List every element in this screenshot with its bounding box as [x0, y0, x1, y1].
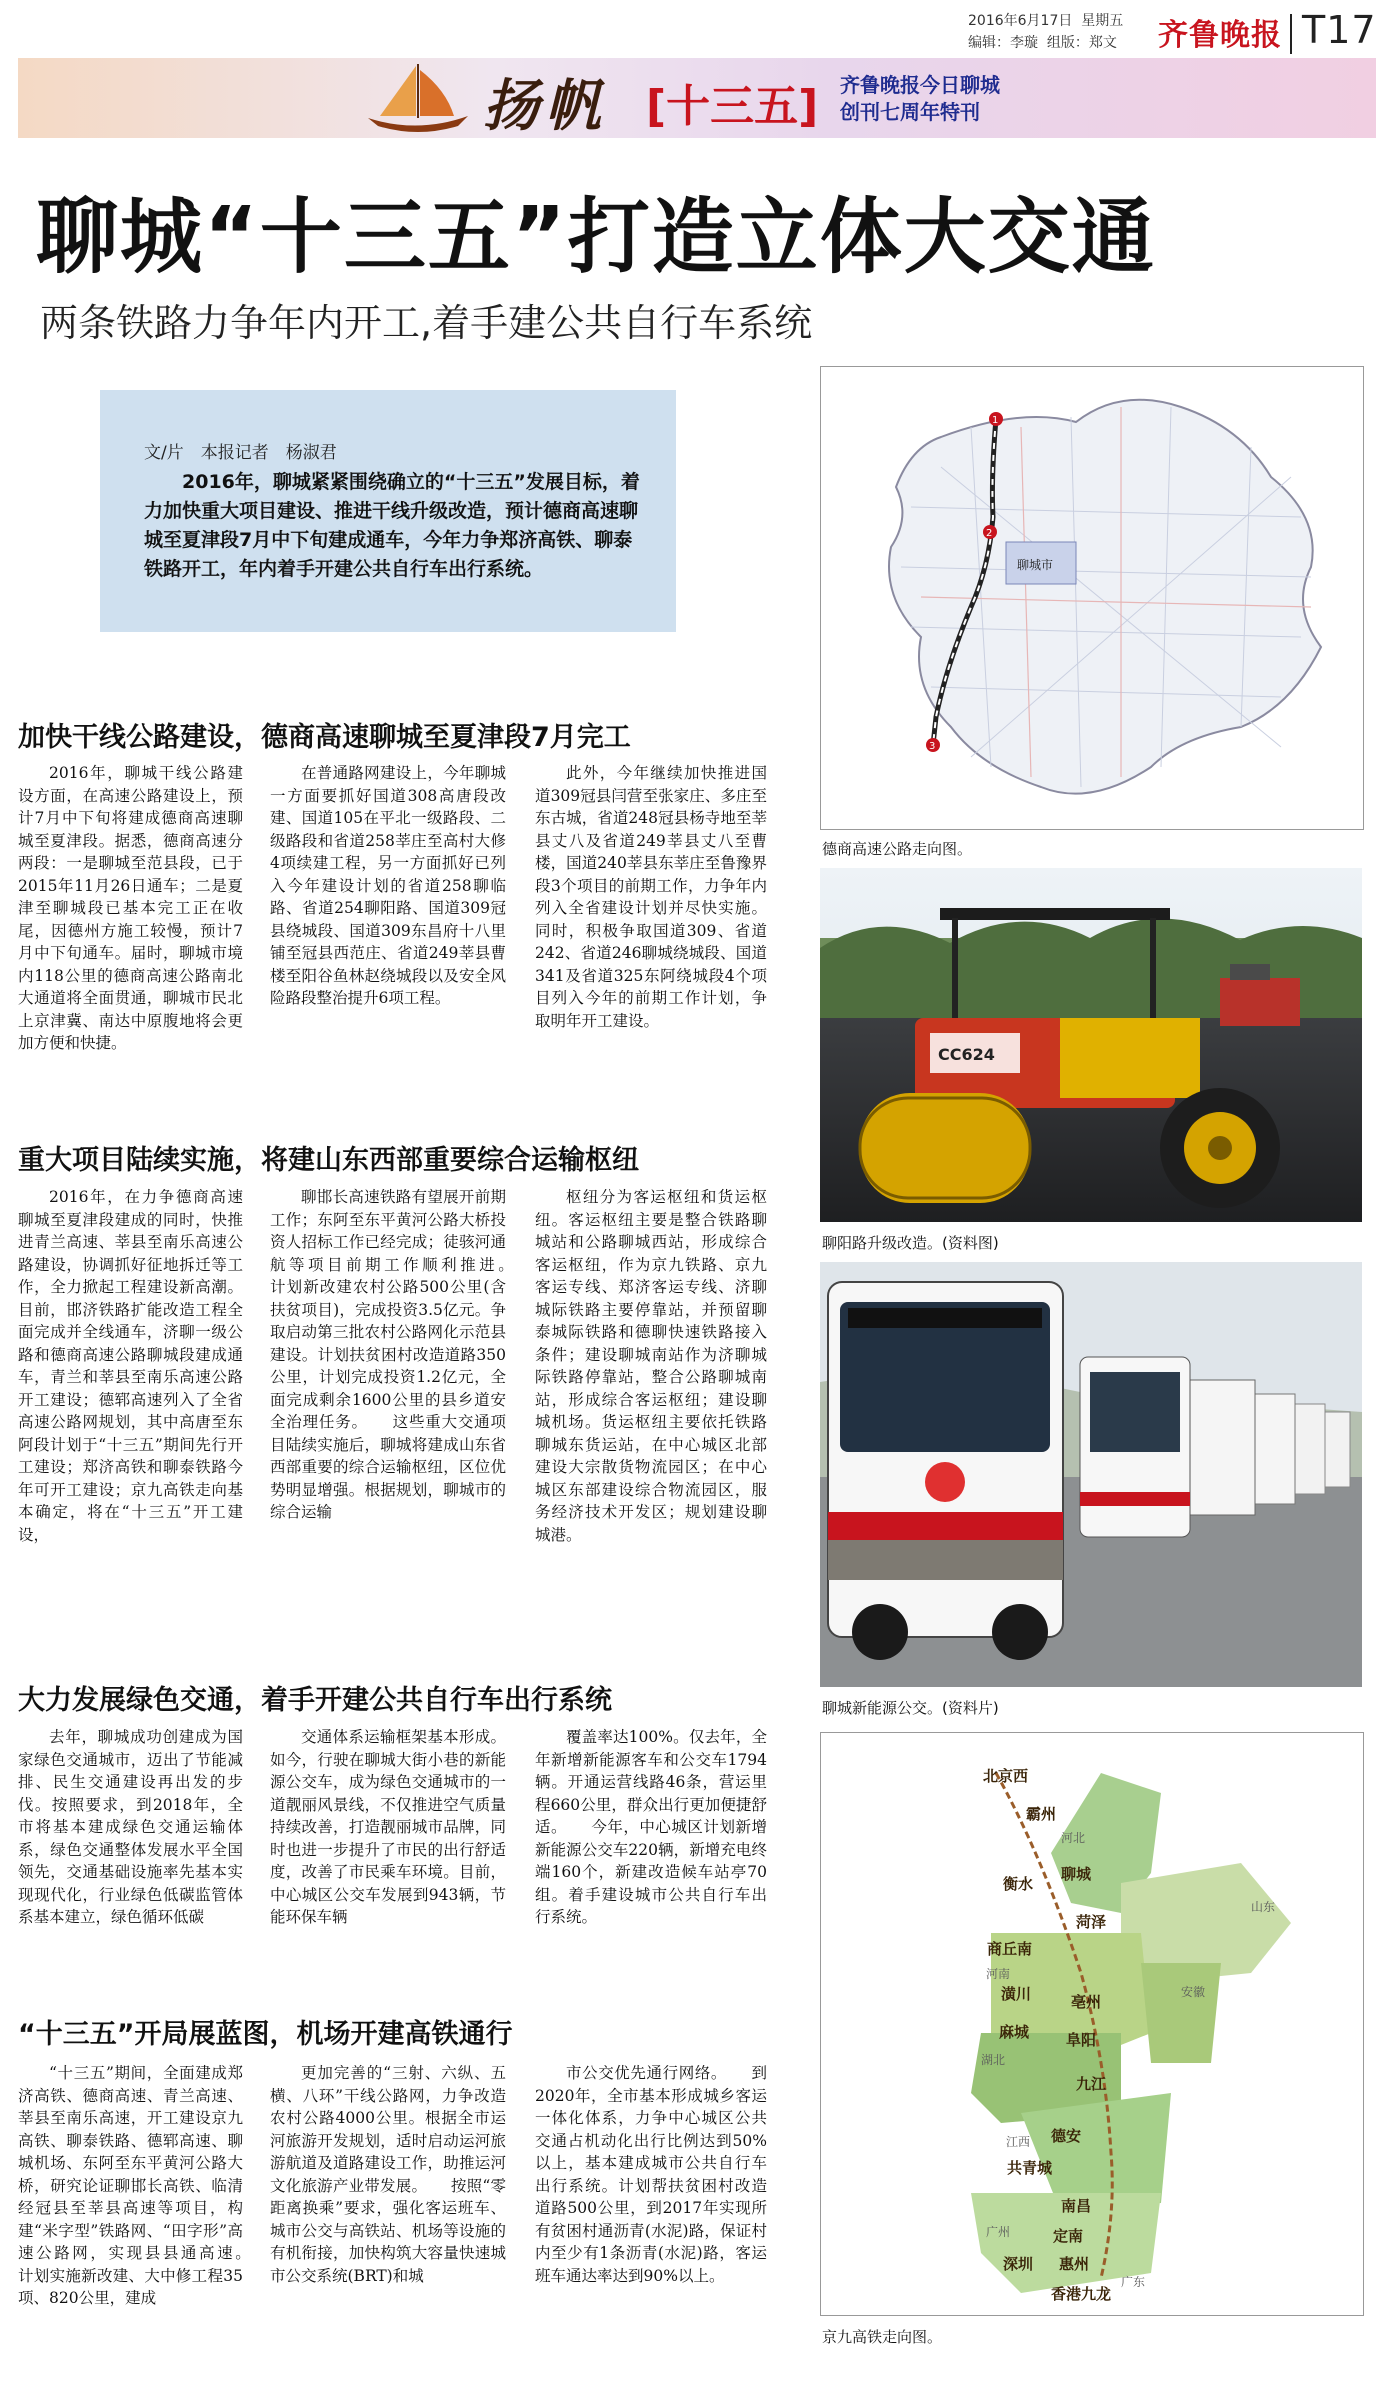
region-label: 江西 — [1006, 2135, 1031, 2149]
station-label: 潢川 — [1001, 1985, 1032, 2003]
figure-caption: 京九高铁走向图。 — [822, 2328, 943, 2346]
region-label: 广州 — [986, 2225, 1011, 2239]
jingjiu-railway-map — [820, 1732, 1364, 2316]
banner-subtitle-2: 创刊七周年特刊 — [840, 100, 980, 124]
station-label: 聊城 — [1061, 1865, 1092, 1883]
section-heading: “十三五”开局展蓝图，机场开建高铁通行 — [18, 2019, 513, 2050]
article-paragraph: 市公交优先通行网络。 到2020年，全市基本形成城乡客运一体化体系，力争中心城区公共交通占机动化出行比例达到50%以上，基本建成城市公共自行车出行系统。计划帮扶贫困村改造道路500公里，到2017年实现所有贫困村通沥青(水泥)路，保证村内至少有1条沥青(水泥)路，客运班车通达率达到90%以上。 — [535, 2064, 767, 2285]
sailboat-icon — [358, 60, 478, 136]
banner-subtitle-1: 齐鲁晚报今日聊城 — [840, 73, 1000, 97]
region-label: 山东 — [1251, 1900, 1276, 1914]
lead-box — [100, 390, 676, 632]
station-label: 阜阳 — [1066, 2031, 1097, 2049]
marker-label: 2 — [986, 528, 993, 539]
station-label: 麻城 — [999, 2023, 1030, 2041]
roller-model-text: CC624 — [938, 1045, 995, 1064]
section-heading: 大力发展绿色交通，着手开建公共自行车出行系统 — [18, 1685, 612, 1716]
section-heading: 重大项目陆续实施，将建山东西部重要综合运输枢纽 — [18, 1145, 639, 1176]
station-label: 南昌 — [1061, 2197, 1092, 2215]
station-labels — [821, 1733, 1363, 2315]
region-label: 河南 — [986, 1967, 1011, 1981]
station-label: 商丘南 — [987, 1940, 1033, 1958]
expressway-map — [820, 366, 1364, 830]
station-label: 九江 — [1076, 2075, 1107, 2093]
article-paragraph: 2016年，在力争德商高速聊城至夏津段建成的同时，快推进青兰高速、莘县至南乐高速公路建设，协调抓好征地拆迁等工作，全力掀起工程建设新高潮。目前，邯济铁路扩能改造工程全面完成并全线通车，济聊一级公路和德商高速公路聊城段建成通车，青兰和莘县至南乐高速公路开工建设；德郓高速列入了全省高速公路网规划，其中高唐至东阿段计划于“十三五”期间先行开工建设；郑济高铁和聊泰铁路今年可开工建设；京九高铁走向基本确定，将在“十三五”开工建设， — [18, 1188, 243, 1544]
article-paragraph: 覆盖率达100%。仅去年，全年新增新能源客车和公交车1794辆。开通运营线路46条，营运里程660公里，群众出行更加便捷舒适。 今年，中心城区计划新增新能源公交车220辆，新增充电终端160个，新建改造候车站亭70组。着手建设城市公共自行车出行系统。 — [535, 1728, 767, 1926]
newspaper-brand: 齐鲁晚报 — [1158, 18, 1282, 53]
marker-label: 3 — [929, 741, 936, 752]
region-label: 湖北 — [981, 2053, 1006, 2067]
article-paragraph: “十三五”期间，全面建成郑济高铁、德商高速、青兰高速、莘县至南乐高速，开工建设京九高铁、聊泰铁路、德郓高速、聊城机场、东阿至东平黄河公路大桥，研究论证聊邯长高铁、临清经冠县至莘县高速等项目，构建“米字型”铁路网、“田字形”高速公路网，实现县县通高速。 计划实施新改建、大中修工程35项、820公里，建成 — [18, 2064, 275, 2307]
city-label: 聊城市 — [1017, 558, 1054, 572]
article-paragraph: 交通体系运输框架基本形成。如今，行驶在聊城大街小巷的新能源公交车，成为绿色交通城市的一道靓丽风景线，不仅推进空气质量持续改善，打造靓丽城市品牌，同时也进一步提升了市民的出行舒适度，改善了市民乘车环境。目前，中心城区公交车发展到943辆，节能环保车辆 — [270, 1728, 506, 1926]
article-paragraph: 2016年，聊城干线公路建设方面，在高速公路建设上，预计7月中下旬将建成德商高速聊城至夏津段。据悉，德商高速分两段：一是聊城至范县段，已于2015年11月26日通车；二是夏津至聊城段已基本完工正在收尾，因德州方施工较慢，预计7月中下旬通车。届时，聊城市境内118公里的德商高速公路南北大通道将全面贯通，聊城市民北上京津冀、南达中原腹地将会更加方便和快捷。 — [18, 764, 243, 1052]
expressway-map-graphic — [821, 367, 1363, 829]
issue-date: 2016年6月17日 星期五 — [968, 13, 1124, 29]
subheadline: 两条铁路力争年内开工,着手建公共自行车系统 — [40, 301, 813, 345]
new-energy-bus-photo — [820, 1262, 1362, 1687]
station-label: 定南 — [1053, 2227, 1084, 2245]
figure-caption: 德商高速公路走向图。 — [822, 840, 973, 858]
figure-caption: 聊阳路升级改造。(资料图) — [822, 1234, 999, 1252]
station-label: 菏泽 — [1076, 1913, 1107, 1931]
article-paragraph: 枢纽分为客运枢纽和货运枢纽。客运枢纽主要是整合铁路聊城站和公路聊城西站，形成综合客运枢纽，作为京九铁路、京九客运专线、郑济客运专线、济聊城际铁路主要停靠站，并预留聊泰城际铁路和德聊快速铁路接入条件；建设聊城南站作为济聊城际铁路停靠站，整合公路聊城南站，形成综合客运枢纽；建设聊城机场。货运枢纽主要依托铁路聊城东货运站，在中心城区北部建设大宗散货物流园区；在中心城区东部建设综合物流园区，服务经济技术开发区；规划建设聊城港。 — [535, 1188, 767, 1544]
byline: 文/片 本报记者 杨淑君 — [144, 443, 337, 463]
station-label: 北京西 — [983, 1767, 1029, 1785]
station-label: 共青城 — [1007, 2159, 1053, 2177]
article-paragraph: 聊邯长高速铁路有望展开前期工作；东阿至东平黄河公路大桥投资人招标工作已经完成；徒骇河通航等项目前期工作顺利推进。 计划新改建农村公路500公里(含扶贫项目)，完成投资3.5亿元。争取启动第三批农村公路网化示范县建设。计划扶贫困村改造道路350公里，计划完成投资1.2亿元，全面完成剩余1600公里的县乡道安全治理任务。 这些重大交通项目陆续实施后，聊城将建成山东省西部重要的综合运输枢纽，区位优势明显增强。根据规划，聊城市的综合运输 — [270, 1188, 538, 1521]
article-paragraph: 此外，今年继续加快推进国道309冠县闫营至张家庄、多庄至东古城，省道248冠县杨寺地至莘县丈八及省道249莘县丈八至曹楼，国道240莘县东莘庄至鲁豫界段3个项目的前期工作，力争年内列入全省建设计划并尽快实施。同时，积极争取国道309、省道242、省道246聊城绕城段、国道341及省道325东阿绕城段4个项目列入今年的前期工作计划，争取明年开工建设。 — [535, 764, 767, 1030]
bus-fleet-image — [820, 1262, 1362, 1687]
section-heading: 加快干线公路建设，德商高速聊城至夏津段7月完工 — [18, 722, 631, 753]
staff-line: 编辑：李璇 组版：郑文 — [968, 35, 1117, 51]
station-label: 德安 — [1051, 2127, 1082, 2145]
road-construction-photo — [820, 868, 1362, 1222]
headline: 聊城“十三五”打造立体大交通 — [36, 190, 1156, 285]
marker-label: 1 — [992, 415, 999, 426]
station-label: 惠州 — [1059, 2255, 1090, 2273]
station-label: 亳州 — [1071, 1993, 1102, 2011]
station-label: 衡水 — [1003, 1875, 1034, 1893]
station-label: 深圳 — [1003, 2255, 1034, 2273]
road-roller-image — [820, 868, 1362, 1222]
article-paragraph: 更加完善的“三射、六纵、五横、八环”干线公路网，力争改造农村公路4000公里。根据全市运河旅游开发规划，适时启动运河旅游航道及道路建设工作，助推运河文化旅游产业带发展。 按照“零距离换乘”要求，强化客运班车、城市公交与高铁站、机场等设施的有机衔接，加快构筑大容量快速城市公交系统(BRT)和城 — [270, 2064, 506, 2285]
banner-title: 扬帆 — [483, 73, 607, 139]
region-label: 安徽 — [1181, 1985, 1206, 1999]
station-label: 香港九龙 — [1051, 2285, 1112, 2303]
special-issue-banner — [18, 58, 1376, 138]
article-paragraph: 在普通路网建设上，今年聊城一方面要抓好国道308高唐段改建、国道105在平北一级路段、二级路段和省道258莘庄至高村大修4项续建工程，另一方面抓好已列入今年建设计划的省道258聊临路、省道254聊阳路、国道309冠县绕城段、国道309东昌府十八里铺至冠县西范庄、省道249莘县曹楼至阳谷鱼林赵绕城段以及安全风险路段整治提升6项工程。 — [270, 764, 506, 1007]
station-label: 霸州 — [1026, 1805, 1057, 1823]
region-label: 河北 — [1061, 1831, 1086, 1845]
article-paragraph: 去年，聊城成功创建成为国家绿色交通城市，迈出了节能减排、民生交通建设再出发的步伐。按照要求，到2018年，全市将基本建成绿色交通运输体系，绿色交通整体发展水平全国领先，交通基础设施率先基本实现现代化，行业绿色低碳监管体系基本建立，绿色循环低碳 — [18, 1728, 243, 1926]
header-divider — [1290, 14, 1292, 54]
page-number: T17 — [1302, 8, 1377, 52]
region-label: 广东 — [1121, 2275, 1146, 2289]
lead-paragraph: 2016年，聊城紧紧围绕确立的“十三五”发展目标，着力加快重大项目建设、推进干线升级改造，预计德商高速聊城至夏津段7月中下旬建成通车，今年力争郑济高铁、聊泰铁路开工，年内着手开建公共自行车出行系统。 — [144, 471, 640, 580]
banner-tag: [十三五] — [646, 81, 819, 132]
figure-caption: 聊城新能源公交。(资料片) — [822, 1699, 999, 1717]
